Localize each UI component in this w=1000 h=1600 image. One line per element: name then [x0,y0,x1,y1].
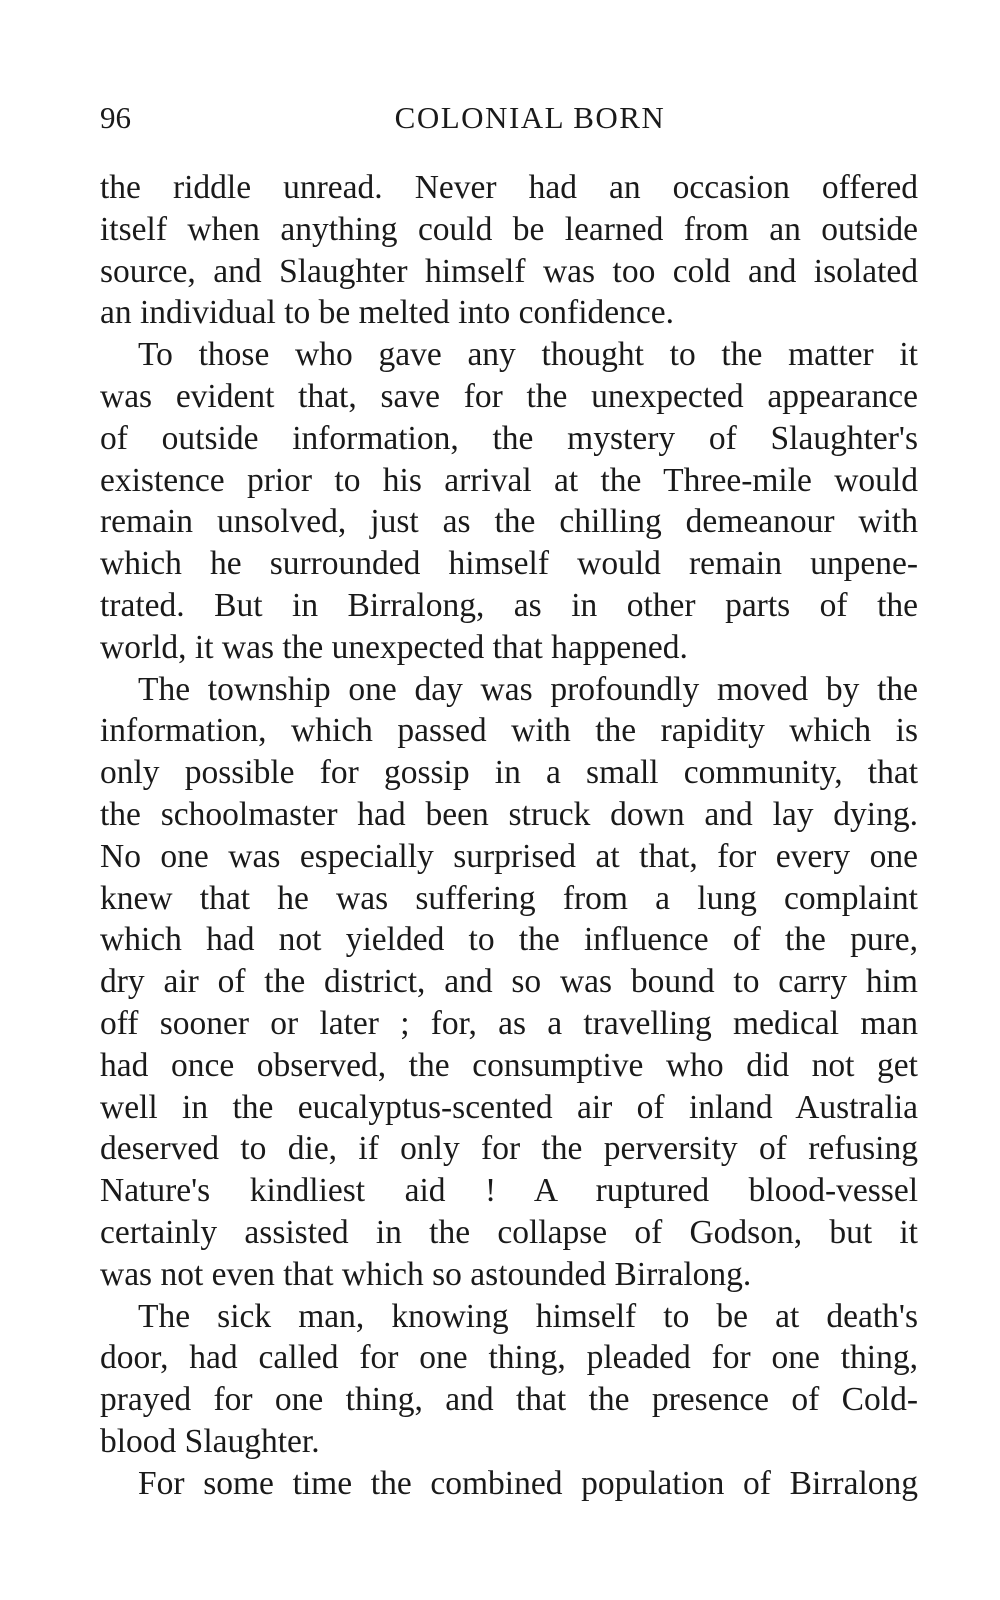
text-line: source, and Slaughter himself was too cold and isolated [100,252,918,290]
text-line: certainly assisted in the collapse of Godson, but it [100,1213,918,1251]
text-line: No one was especially surprised at that, for every one [100,837,918,875]
text-line: The township one day was profoundly moved by the [138,670,918,708]
text-line: was evident that, save for the unexpected appearance [100,377,918,415]
paragraph [100,1296,918,1463]
text-line: was not even that which so astounded Birralong. [100,1255,752,1293]
text-line: existence prior to his arrival at the Three-mile would [100,461,918,499]
text-line: The sick man, knowing himself to be at death's [138,1297,918,1335]
text-line: which he surrounded himself would remain unpene- [100,545,918,583]
text-line: which had not yielded to the influence of the pure, [100,921,918,959]
text-line: dry air of the district, and so was bound to carry him [100,963,918,1001]
text-line: prayed for one thing, and that the presence of Cold- [100,1381,918,1419]
text-line: deserved to die, if only for the perversity of refusing [100,1130,918,1168]
text-line: trated. But in Birralong, as in other parts of the [100,586,918,624]
text-line: only possible for gossip in a small community, that [100,754,918,792]
running-title: COLONIAL BORN [394,100,666,135]
text-line: the riddle unread. Never had an occasion offered [100,169,918,206]
text-line: had once observed, the consumptive who did not get [100,1046,918,1084]
text-line: an individual to be melted into confidence. [100,294,674,332]
text-line: Nature's kindliest aid ! A ruptured blood-vessel [100,1172,918,1210]
paragraph [100,1463,918,1505]
text-line: knew that he was suffering from a lung complaint [100,879,918,917]
text-line: door, had called for one thing, pleaded for one thing, [100,1339,918,1377]
text-line: world, it was the unexpected that happened. [100,628,688,666]
paragraph [100,669,918,1296]
paragraph [100,167,918,334]
text-line: information, which passed with the rapidity which is [100,712,918,750]
text-line: To those who gave any thought to the matter it [138,336,918,374]
text-line: the schoolmaster had been struck down and lay dying. [100,795,918,833]
text-line: blood Slaughter. [100,1422,320,1460]
text-line: of outside information, the mystery of Slaughter's [100,419,918,457]
text-line: For some time the combined population of Birralong [138,1464,918,1502]
page-number: 96 [100,100,131,135]
text-line: itself when anything could be learned from an outside [100,210,918,248]
text-line: well in the eucalyptus-scented air of inland Australia [100,1088,918,1126]
running-head [100,98,920,138]
text-line: remain unsolved, just as the chilling demeanour with [100,503,918,541]
text-line: off sooner or later ; for, as a travelling medical man [100,1004,918,1042]
paragraph [100,334,918,668]
body-text [100,167,918,1505]
